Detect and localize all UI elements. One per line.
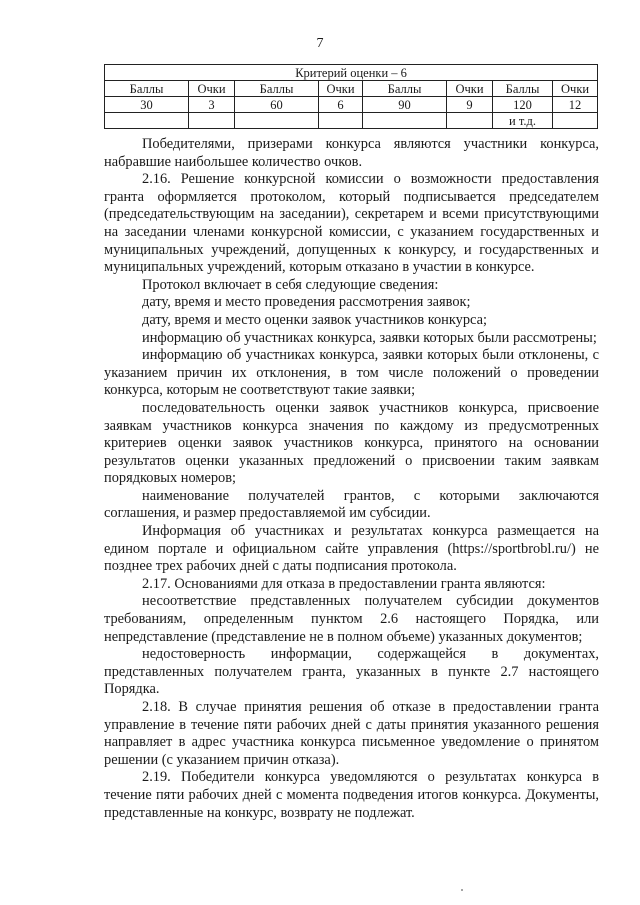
table-cell: 60	[235, 97, 319, 113]
table-header-cell: Очки	[189, 81, 235, 97]
list-item: информацию об участниках конкурса, заявки которых были отклонены, с указанием причин их отклонения, в том числе положений о проведении конкурса, которым не соответствуют такие заявки;	[104, 347, 599, 399]
table-row-continuation	[105, 113, 598, 129]
table-cell	[105, 113, 189, 129]
table-cell	[553, 113, 598, 129]
table-header-row	[105, 81, 598, 97]
paragraph-2-17: 2.17. Основаниями для отказа в предоставлении гранта являются:	[142, 575, 546, 592]
table-cell: 90	[363, 97, 447, 113]
table-cell: 120	[493, 97, 553, 113]
table-cell: 30	[105, 97, 189, 113]
table-header-cell: Очки	[447, 81, 493, 97]
list-item: информацию об участниках конкурса, заявки которых были рассмотрены;	[142, 329, 597, 346]
table-row	[105, 97, 598, 113]
table-title: Критерий оценки – 6	[105, 65, 598, 81]
table-cell: 12	[553, 97, 598, 113]
list-item: наименование получателей грантов, с которыми заключаются соглашения, и размер предоставляемой им субсидии.	[104, 487, 599, 522]
paragraph-publication: Информация об участниках и результатах конкурса размещается на едином портале и официальном сайте управления (https://sportbrobl.ru/) не позднее трех рабочих дней с даты подписания протокола.	[104, 523, 599, 575]
paragraph-2-18: 2.18. В случае принятия решения об отказе в предоставлении гранта управление в течение пяти рабочих дней с даты принятия указанного решения направляет в адрес участника конкурса письменное уведомление о принятом решении (с указанием причин отказа).	[104, 699, 599, 768]
table-cell	[447, 113, 493, 129]
table-cell: и т.д.	[493, 113, 553, 129]
paragraph-winners: Победителями, призерами конкурса являются участники конкурса, набравшие наибольшее количество очков.	[104, 136, 599, 170]
table-header-cell: Баллы	[363, 81, 447, 97]
table-cell: 6	[319, 97, 363, 113]
document-body	[104, 136, 599, 822]
table-title-row	[105, 65, 598, 81]
table-header-cell: Очки	[553, 81, 598, 97]
scan-speck	[461, 889, 463, 891]
table-cell	[319, 113, 363, 129]
table-header-cell: Баллы	[493, 81, 553, 97]
page-number: 7	[316, 36, 324, 51]
paragraph-protocol-intro: Протокол включает в себя следующие сведения:	[142, 276, 439, 293]
paragraph-2-16: 2.16. Решение конкурсной комиссии о возможности предоставления гранта оформляется протоколом, который подписывается председателем (председательствующим на заседании), секретарем и всеми присутствующими на заседании членами конкурсной комиссии, с указанием государственных и муниципальных учреждений, допущенных к конкурсу, и государственных и муниципальных учреждений, которым отказано в участии в конкурсе.	[104, 171, 599, 276]
table-cell	[363, 113, 447, 129]
list-item: дату, время и место оценки заявок участников конкурса;	[142, 311, 487, 328]
criteria-table	[104, 64, 598, 129]
list-item: несоответствие представленных получателем субсидии документов требованиям, определенным пунктом 2.6 настоящего Порядка, или непредставление (представление не в полном объеме) указанных документов;	[104, 593, 599, 645]
table-cell: 3	[189, 97, 235, 113]
table-cell: 9	[447, 97, 493, 113]
table-header-cell: Очки	[319, 81, 363, 97]
list-item: недостоверность информации, содержащейся в документах, представленных получателем гранта, указанных в пункте 2.7 настоящего Порядка.	[104, 646, 599, 698]
paragraph-2-19: 2.19. Победители конкурса уведомляются о результатах конкурса в течение пяти рабочих дней с момента подведения итогов конкурса. Документы, представленные на конкурс, возврату не подлежат.	[104, 769, 599, 821]
list-item: дату, время и место проведения рассмотрения заявок;	[142, 294, 471, 311]
table-header-cell: Баллы	[105, 81, 189, 97]
table-header-cell: Баллы	[235, 81, 319, 97]
list-item: последовательность оценки заявок участников конкурса, присвоение заявкам участников конкурса значения по каждому из предусмотренных критериев оценки заявок участников конкурса, принятого на основании результатов оценки указанных предложений о присвоении таким заявкам порядковых номеров;	[104, 399, 599, 487]
table-cell	[189, 113, 235, 129]
table-cell	[235, 113, 319, 129]
